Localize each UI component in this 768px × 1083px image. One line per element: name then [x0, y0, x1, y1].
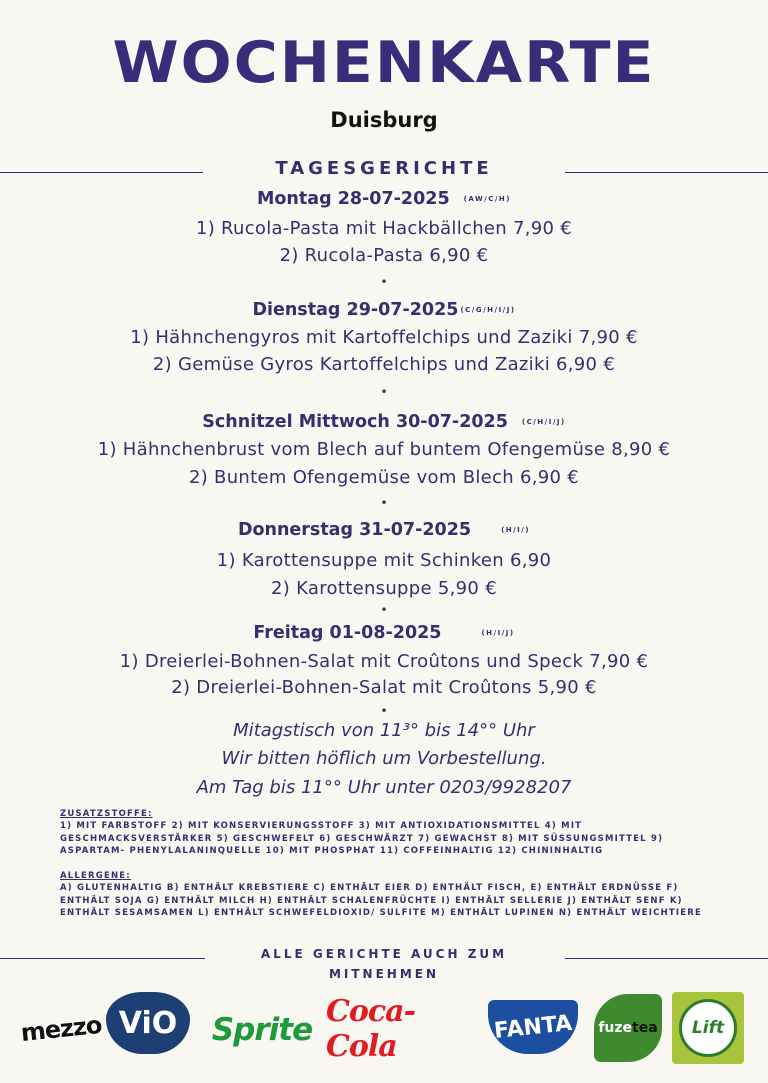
bullet-separator: • — [380, 385, 388, 399]
mezzo-text: mezzo — [19, 1010, 103, 1048]
takeaway-line-2: MITNEHMEN — [328, 967, 440, 981]
allergens-title: ALLERGENE: — [60, 871, 131, 881]
day-name: Freitag 01-08-2025 — [253, 623, 442, 643]
city-name: Duisburg — [330, 108, 438, 132]
day-heading-wednesday — [0, 412, 768, 432]
dish-item: 1) Dreierlei-Bohnen-Salat mit Croûtons und Speck 7,90 € — [119, 651, 649, 672]
allergen-codes: (H/I/J) — [481, 629, 515, 637]
day-heading-monday — [0, 189, 768, 209]
dish-item: 2) Gemüse Gyros Kartoffelchips und Zaziki 6,90 € — [152, 354, 616, 375]
day-heading-friday — [0, 623, 768, 643]
sprite-logo — [208, 1008, 316, 1052]
sprite-text: Sprite — [211, 1012, 313, 1048]
lift-logo — [672, 992, 744, 1064]
dish-item: 2) Dreierlei-Bohnen-Salat mit Croûtons 5,90 € — [171, 677, 597, 698]
allergen-codes: (H/I/) — [501, 526, 531, 534]
allergen-codes: (AW/C/H) — [463, 195, 511, 203]
bullet-separator: • — [380, 603, 388, 617]
dish-item: 1) Rucola-Pasta mit Hackbällchen 7,90 € — [195, 218, 573, 239]
day-name: Donnerstag 31-07-2025 — [237, 520, 472, 540]
fanta-logo — [488, 1000, 578, 1054]
coca-cola-logo — [326, 994, 472, 1064]
additives-block — [60, 808, 720, 858]
lift-text: Lift — [691, 1018, 725, 1038]
dish-item: 2) Rucola-Pasta 6,90 € — [279, 245, 489, 266]
bullet-separator: • — [380, 275, 388, 289]
page-title: WOCHENKARTE — [112, 29, 656, 97]
day-name: Schnitzel Mittwoch 30-07-2025 — [202, 412, 508, 432]
allergen-codes: (C/G/H/I/J) — [460, 306, 516, 314]
vio-logo — [106, 992, 190, 1054]
additives-title: ZUSATZSTOFFE: — [60, 809, 153, 819]
takeaway-note — [0, 944, 768, 984]
lunch-hours: Mitagstisch von 11³° bis 14°° Uhr — [233, 720, 535, 741]
day-heading-thursday — [0, 520, 768, 540]
vio-text: ViO — [118, 1005, 178, 1041]
additives-text: 1) MIT FARBSTOFF 2) MIT KONSERVIERUNGSSTOFF 3) MIT ANTIOXIDATIONSMITTEL 4) MIT GESCHMACKSVERSTÄRKER 5) GESCHWEFELT 6) GESCHWÄRZT 7) GEWACHST 8) MIT SÜSSUNGSMITTEL 9) ASPARTAM- PHENYLALANINQUELLE 10) MIT PHOSPHAT 11) COFFEINHALTIG 12) CHININHALTIG — [60, 821, 664, 857]
lift-apple-icon — [679, 999, 737, 1057]
bullet-separator: • — [380, 704, 388, 718]
bullet-separator: • — [380, 496, 388, 510]
takeaway-line-1: ALLE GERICHTE AUCH ZUM — [260, 947, 508, 961]
day-heading-tuesday — [0, 300, 768, 320]
brand-logos — [0, 990, 768, 1070]
dish-item: 1) Hähnchengyros mit Kartoffelchips und Zaziki 7,90 € — [130, 327, 638, 348]
allergens-text: A) GLUTENHALTIG B) ENTHÄLT KREBSTIERE C) ENTHÄLT EIER D) ENTHÄLT FISCH, E) ENTHÄLT ERDNÜSSE F) ENTHÄLT SOJA G) ENTHÄLT MILCH H) ENTHÄLT SCHALENFRÜCHTE I) ENTHÄLT SELLERIE J) ENTHÄLT SENF K) ENTHÄLT SESAMSAMEN L) ENTHÄLT SCHWEFELDIOXID/ SULFITE M) ENTHÄLT LUPINEN N) ENTHÄLT WEICHTIERE — [60, 883, 703, 919]
allergens-block — [60, 870, 720, 920]
dish-item: 2) Karottensuppe 5,90 € — [271, 578, 497, 599]
dish-item: 2) Buntem Ofengemüse vom Blech 6,90 € — [188, 467, 580, 488]
day-name: Montag 28-07-2025 — [257, 189, 450, 209]
dish-item: 1) Hähnchenbrust vom Blech auf buntem Ofengemüse 8,90 € — [97, 439, 671, 460]
fuze-text: fuze — [598, 1020, 633, 1036]
allergen-codes: (C/H/I/J) — [521, 418, 566, 426]
coca-cola-text: Coca-Cola — [326, 994, 416, 1064]
mezzo-mix-logo — [16, 1000, 107, 1059]
fanta-text: FANTA — [492, 1010, 574, 1044]
tea-text: tea — [632, 1020, 658, 1036]
phone-note: Am Tag bis 11°° Uhr unter 0203/9928207 — [196, 777, 572, 798]
dish-item: 1) Karottensuppe mit Schinken 6,90 — [216, 550, 552, 571]
section-title: TAGESGERICHTE — [275, 158, 493, 179]
preorder-note: Wir bitten höflich um Vorbestellung. — [221, 748, 547, 769]
day-name: Dienstag 29-07-2025 — [252, 300, 459, 320]
fuze-tea-logo — [594, 994, 662, 1062]
